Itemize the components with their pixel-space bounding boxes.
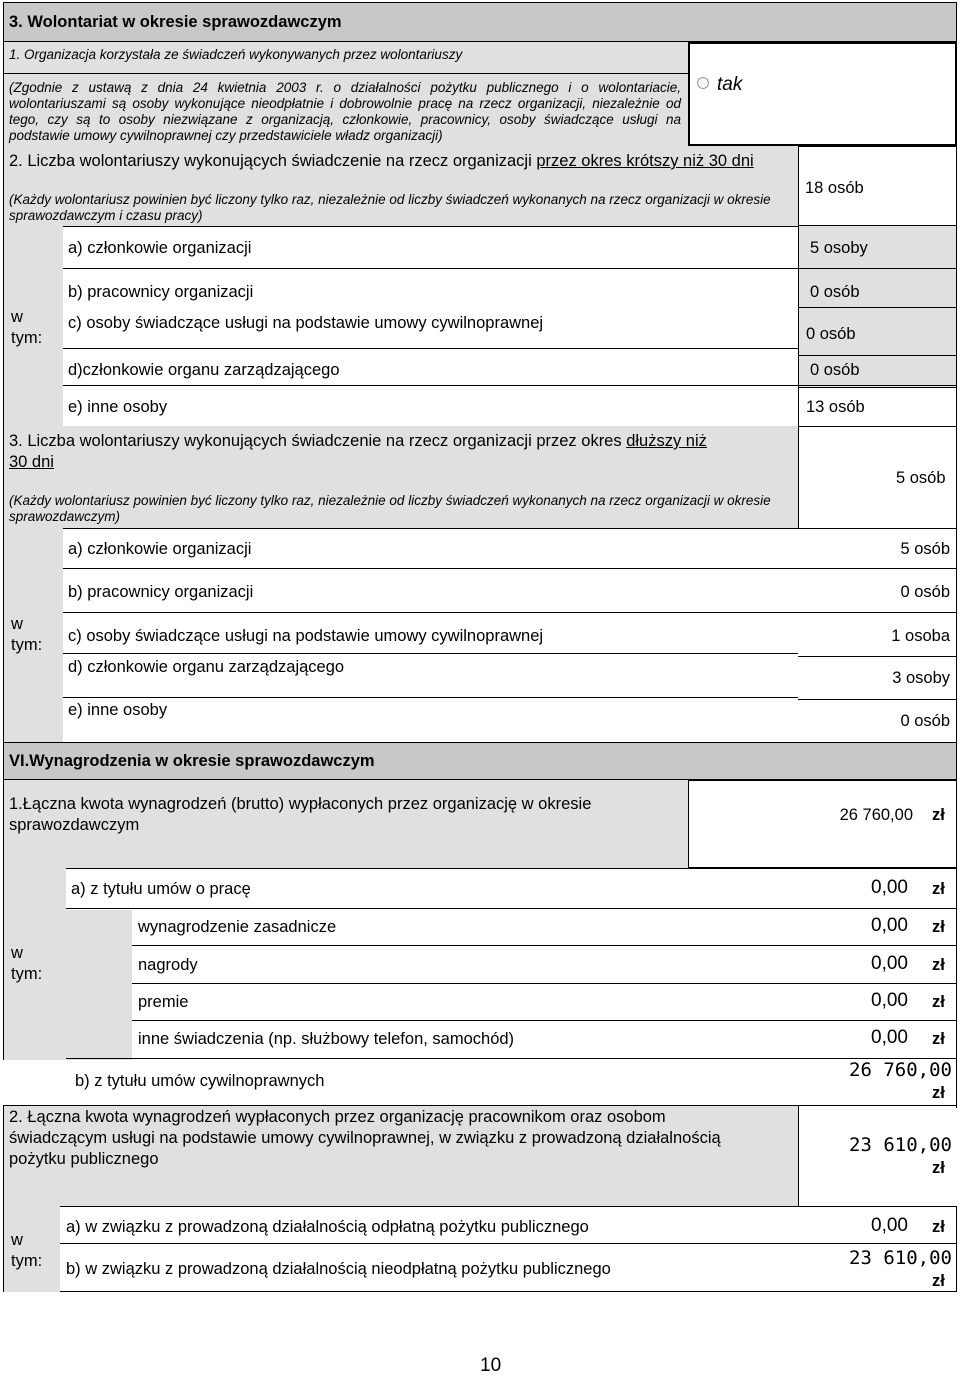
s6-b-currency: zł	[932, 1084, 945, 1102]
s6-q2-row-a-currency: zł	[932, 1218, 945, 1236]
q3-row-e-value: 0 osób	[900, 712, 950, 730]
q3-row-e-label: e) inne osoby	[68, 701, 168, 719]
s6-a-currency: zł	[932, 880, 945, 898]
radio-icon[interactable]	[697, 77, 709, 89]
q1-label: 1. Organizacja korzystała ze świadczeń wykonywanych przez wolontariuszy	[9, 47, 463, 62]
q2-row-c-value: 0 osób	[806, 325, 856, 343]
q3-note: (Każdy wolontariusz powinien być liczony tylko raz, niezależnie od liczby świadczeń wykonanych na rzecz organizacji w okresie sprawozdawczym)	[9, 493, 771, 524]
q3-title-text: 3. Liczba wolontariuszy wykonujących świadczenie na rzecz organizacji przez okres	[9, 432, 627, 450]
q2-note: (Każdy wolontariusz powinien być liczony tylko raz, niezależnie od liczby świadczeń wykonanych na rzecz organizacji w okresie sprawozdawczym i czasu pracy)	[9, 192, 771, 223]
s6-q2-label: 2. Łączna kwota wynagrodzeń wypłaconych przez organizację pracownikom oraz osobom świadczącym usługi na podstawie umowy cywilnoprawnej, w związku z prowadzoną działalnością pożytku publicznego	[9, 1108, 721, 1168]
s6-q2-value: 23 610,00	[849, 1134, 952, 1156]
s6-sub-4-currency: zł	[932, 1030, 945, 1048]
s6-sub-1-label: wynagrodzenie zasadnicze	[138, 918, 337, 936]
s6-sub-2-label: nagrody	[138, 956, 198, 974]
s6-sub-3-label: premie	[138, 993, 189, 1011]
s6-q2-row-b-label: b) w związku z prowadzoną działalnością nieodpłatną pożytku publicznego	[66, 1260, 611, 1278]
s6-sub-1-value: 0,00	[871, 915, 908, 936]
s6-a-value: 0,00	[871, 877, 908, 898]
q2-row-d-label: d)członkowie organu zarządzającego	[68, 361, 340, 379]
s6-b-value: 26 760,00	[849, 1059, 952, 1081]
q3-title-underlined-2: 30 dni	[9, 453, 54, 471]
s6-q2-row-b-value: 23 610,00	[849, 1247, 952, 1269]
q3-row-a-value: 5 osób	[900, 540, 950, 558]
s6-q1-currency: zł	[932, 806, 945, 824]
q2-row-e-value: 13 osób	[806, 398, 865, 416]
q1-note: (Zgodnie z ustawą z dnia 24 kwietnia 2003 r. o działalności pożytku publicznego i o wolontariacie, wolontariuszami są osoby wykonujące nieodpłatnie i dobrowolnie pracę na rzecz organizacji, niezależnie od tego, czy są to osoby niezwiązane z organizacją, członkowie, pracownicy, osoby świadczące usługi na podstawie umowy cywilnoprawnej czy przedstawiciele władz organizacji)	[9, 80, 681, 143]
q2-row-b-value: 0 osób	[810, 283, 860, 301]
s6-q2-wtym: w tym:	[11, 1231, 43, 1270]
q2-row-a-label: a) członkowie organizacji	[68, 239, 252, 257]
s6-a-label: a) z tytułu umów o pracę	[71, 880, 251, 898]
s6-sub-1-currency: zł	[932, 918, 945, 936]
s6-sub-2-currency: zł	[932, 956, 945, 974]
q3-row-a-label: a) członkowie organizacji	[68, 540, 252, 558]
q3-row-c-label: c) osoby świadczące usługi na podstawie umowy cywilnoprawnej	[68, 627, 544, 645]
q2-wtym: w tym:	[11, 308, 43, 347]
s6-q1-label: 1.Łączna kwota wynagrodzeń (brutto) wypłaconych przez organizację w okresie sprawozdawczym	[9, 795, 592, 834]
s6-sub-3-value: 0,00	[871, 990, 908, 1011]
q1-answer: tak	[717, 74, 743, 95]
q2-row-e-label: e) inne osoby	[68, 398, 168, 416]
q2-row-a-value: 5 osoby	[810, 239, 868, 257]
q3-row-c-value: 1 osoba	[891, 627, 950, 645]
s6-b-label: b) z tytułu umów cywilnoprawnych	[75, 1072, 325, 1090]
s6-q2-row-b-currency: zł	[932, 1272, 945, 1290]
s6-sub-4-label: inne świadczenia (np. służbowy telefon, samochód)	[138, 1030, 515, 1048]
s6-wtym: w tym:	[11, 944, 43, 983]
s6-sub-4-value: 0,00	[871, 1027, 908, 1048]
s6-q2-row-a-label: a) w związku z prowadzoną działalnością odpłatną pożytku publicznego	[66, 1218, 589, 1236]
s6-sub-indent-col	[66, 910, 132, 1060]
q2-row-b-label: b) pracownicy organizacji	[68, 283, 254, 301]
s6-sub-2-value: 0,00	[871, 953, 908, 974]
section3-title: 3. Wolontariat w okresie sprawozdawczym	[9, 13, 342, 31]
q2-row-c-label: c) osoby świadczące usługi na podstawie umowy cywilnoprawnej	[68, 314, 544, 332]
q2-title	[9, 151, 789, 172]
q3-total: 5 osób	[896, 469, 946, 487]
s6-q1-value-cell	[688, 780, 957, 868]
q3-row-d-label: d) członkowie organu zarządzającego	[68, 658, 345, 676]
q3-title-underlined: dłuższy niż	[626, 432, 707, 450]
page-number: 10	[480, 1355, 502, 1376]
s6-sub-3-currency: zł	[932, 993, 945, 1011]
s6-q2-currency: zł	[932, 1159, 945, 1177]
q3-row-b-value: 0 osób	[900, 583, 950, 601]
s6-q1-value: 26 760,00	[839, 806, 913, 824]
q3-wtym: w tym:	[11, 615, 43, 654]
q2-total: 18 osób	[805, 179, 864, 197]
q2-title-underlined: przez okres krótszy niż 30 dni	[536, 152, 754, 170]
q3-row-d-value: 3 osoby	[892, 669, 950, 687]
s6-q2-row-a-value: 0,00	[871, 1215, 908, 1236]
q3-title	[9, 431, 789, 473]
q3-row-b-label: b) pracownicy organizacji	[68, 583, 254, 601]
section6-title: VI.Wynagrodzenia w okresie sprawozdawczym	[9, 752, 375, 770]
q2-row-d-value: 0 osób	[810, 361, 860, 379]
q2-title-text: 2. Liczba wolontariuszy wykonujących świadczenie na rzecz organizacji	[9, 152, 537, 170]
